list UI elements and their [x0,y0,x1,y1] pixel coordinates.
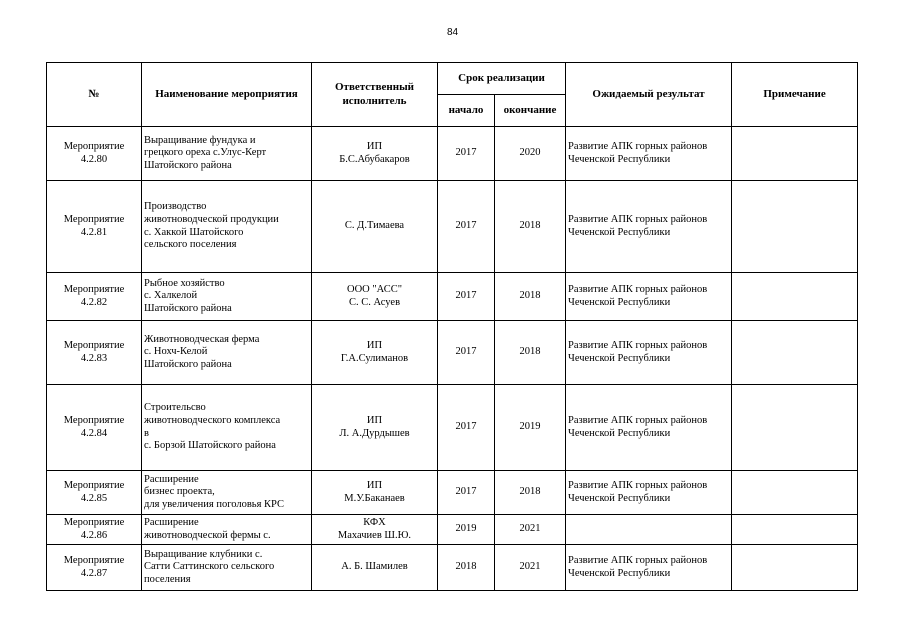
table-row [47,127,858,181]
table-row [47,471,858,515]
row-result: Развитие АПК горных районов Чеченской Республики [566,545,732,591]
row-result [566,515,732,545]
row-executor: ИП М.У.Баканаев [312,471,438,515]
header-num: № [47,63,142,127]
header-start: начало [438,95,495,127]
row-name: Рыбное хозяйство с. Халкелой Шатойского района [142,273,312,321]
row-result: Развитие АПК горных районов Чеченской Республики [566,273,732,321]
row-note [732,127,858,181]
header-name: Наименование мероприятия [142,63,312,127]
row-start: 2019 [438,515,495,545]
row-end: 2019 [495,385,566,471]
page-number: 84 [446,27,459,38]
row-result: Развитие АПК горных районов Чеченской Республики [566,321,732,385]
row-start: 2017 [438,273,495,321]
row-end: 2021 [495,515,566,545]
row-start: 2017 [438,321,495,385]
row-num: Мероприятие 4.2.83 [47,321,142,385]
row-name: Выращивание клубники с. Сатти Саттинского сельского поселения [142,545,312,591]
row-note [732,273,858,321]
row-name: Выращивание фундука и грецкого ореха с.Улус-Керт Шатойского района [142,127,312,181]
row-result: Развитие АПК горных районов Чеченской Республики [566,471,732,515]
row-start: 2017 [438,385,495,471]
row-start: 2017 [438,127,495,181]
row-name: Расширение бизнес проекта, для увеличения поголовья КРС [142,471,312,515]
row-executor: А. Б. Шамилев [312,545,438,591]
header-executor: Ответственный исполнитель [312,63,438,127]
row-num: Мероприятие 4.2.87 [47,545,142,591]
header-note: Примечание [732,63,858,127]
row-end: 2021 [495,545,566,591]
row-num: Мероприятие 4.2.82 [47,273,142,321]
row-num: Мероприятие 4.2.80 [47,127,142,181]
table-row [47,181,858,273]
row-end: 2018 [495,471,566,515]
header-end: окончание [495,95,566,127]
row-executor: ИП Б.С.Абубакаров [312,127,438,181]
row-note [732,515,858,545]
row-note [732,385,858,471]
activities-table [46,62,858,591]
row-name: Расширение животноводческой фермы с. [142,515,312,545]
table-row [47,321,858,385]
row-num: Мероприятие 4.2.84 [47,385,142,471]
row-result: Развитие АПК горных районов Чеченской Республики [566,181,732,273]
row-start: 2017 [438,471,495,515]
row-result: Развитие АПК горных районов Чеченской Республики [566,127,732,181]
row-end: 2018 [495,321,566,385]
row-name: Строительсво животноводческого комплекса в с. Борзой Шатойского района [142,385,312,471]
row-end: 2020 [495,127,566,181]
row-num: Мероприятие 4.2.81 [47,181,142,273]
row-start: 2017 [438,181,495,273]
row-start: 2018 [438,545,495,591]
row-end: 2018 [495,181,566,273]
table-row [47,515,858,545]
table-row [47,385,858,471]
row-note [732,321,858,385]
row-note [732,181,858,273]
row-num: Мероприятие 4.2.85 [47,471,142,515]
row-note [732,545,858,591]
header-result: Ожидаемый результат [566,63,732,127]
row-num: Мероприятие 4.2.86 [47,515,142,545]
row-result: Развитие АПК горных районов Чеченской Республики [566,385,732,471]
row-name: Животноводческая ферма с. Нохч-Келой Шатойского района [142,321,312,385]
row-note [732,471,858,515]
table-row [47,545,858,591]
row-executor: С. Д.Тимаева [312,181,438,273]
row-executor: ООО "АСС" С. С. Асуев [312,273,438,321]
row-executor: ИП Л. А.Дурдышев [312,385,438,471]
header-period: Срок реализации [438,63,566,95]
row-executor: КФХ Махачиев Ш.Ю. [312,515,438,545]
row-end: 2018 [495,273,566,321]
row-executor: ИП Г.А.Сулиманов [312,321,438,385]
table-row [47,273,858,321]
row-name: Производство животноводческой продукции с. Хаккой Шатойского сельского поселения [142,181,312,273]
